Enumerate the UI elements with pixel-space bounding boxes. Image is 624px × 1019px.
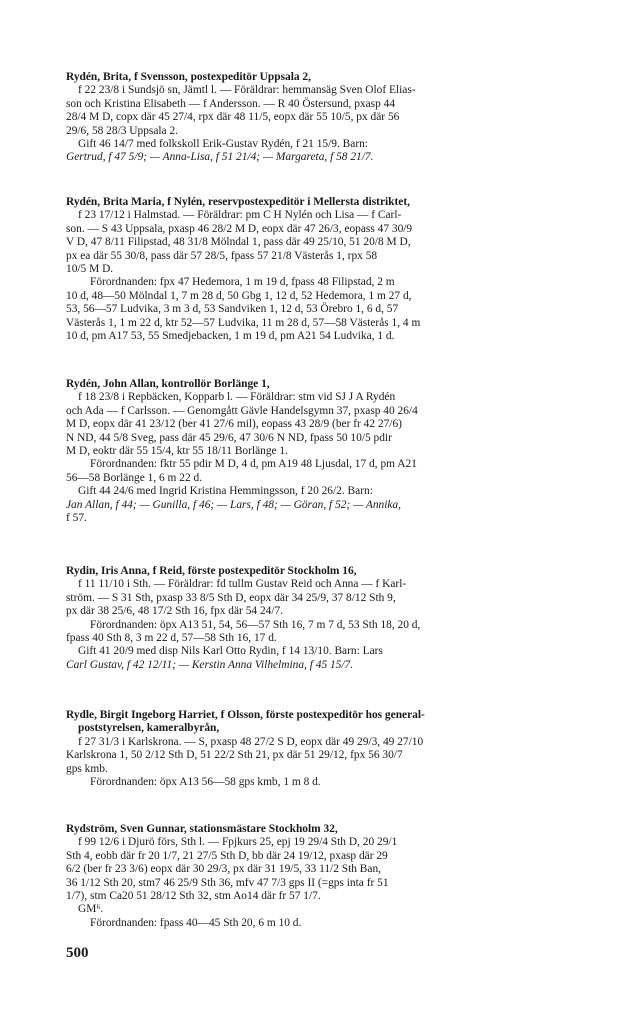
entry-heading-continued: poststyrelsen, kameralbyrån,: [78, 722, 220, 735]
entry-text: GM⁶.: [78, 903, 104, 916]
entry-text: son och Kristina Elisabeth — f Andersson. — R 40 Östersund, pxasp 44: [66, 97, 396, 110]
entry-appointments: Förordnanden: öpx A13 51, 54, 56—57 Sth 16, 7 m 7 d, 53 Sth 18, 20 d,: [90, 618, 421, 631]
entry-text: N ND, 44 5/8 Sveg, pass där 45 29/6, 47 30/6 N ND, fpass 50 10/5 pdir: [66, 431, 392, 444]
entry-text: och Ada — f Carlsson. — Genomgått Gävle Handelsgymn 37, pxasp 40 26/4: [66, 404, 418, 417]
entry-text: Karlskrona 1, 50 2/12 Sth D, 51 22/2 Sth 21, px där 51 29/12, fpx 56 30/7: [66, 749, 403, 762]
entry-text: f 11 11/10 i Sth. — Föräldrar: fd tullm Gustav Reid och Anna — f Karl-: [78, 578, 407, 591]
entry-text: son. — S 43 Uppsala, pxasp 46 28/2 M D, eopx där 47 26/3, eopass 47 30/9: [66, 222, 413, 235]
entry-rydin-iris-anna: [66, 565, 586, 672]
entry-text: 29/6, 58 28/3 Uppsala 2.: [66, 124, 178, 137]
entry-text: M D, eoktr där 55 15/4, ktr 55 18/11 Borlänge 1.: [66, 445, 288, 458]
entry-text: px där 38 25/6, 48 17/2 Sth 16, fpx där 54 24/7.: [66, 605, 284, 618]
entry-ryden-brita: [66, 71, 586, 165]
entry-text: f 99 12/6 i Djurö förs, Sth l. — Fpjkurs 25, epj 19 29/4 Sth D, 20 29/1: [78, 836, 398, 849]
entry-text: Sth 4, eobb där fr 20 1/7, 21 27/5 Sth D, bb där 24 19/12, pxasp där 29: [66, 849, 388, 862]
entry-heading: Rydström, Sven Gunnar, stationsmästare Stockholm 32,: [66, 823, 338, 835]
entry-heading: Rydin, Iris Anna, f Reid, förste postexpeditör Stockholm 16,: [66, 565, 357, 577]
entry-text: f 23 17/12 i Halmstad. — Föräldrar: pm C H Nylén och Lisa — f Carl-: [78, 209, 402, 222]
entry-text: 36 1/12 Sth 20, stm7 46 25/9 Sth 36, mfv 47 7/3 gps II (=gps inta fr 51: [66, 876, 389, 889]
entry-ryden-john-allan: [66, 378, 586, 525]
entry-heading: Rydén, John Allan, kontrollör Borlänge 1,: [66, 378, 270, 390]
entry-children: Carl Gustav, f 42 12/11; — Kerstin Anna Vilhelmina, f 45 15/7.: [66, 658, 354, 671]
entry-children: Jan Allan, f 44; — Gunilla, f 46; — Lars, f 48; — Göran, f 52; — Annika,: [66, 498, 401, 511]
entry-text: fpass 40 Sth 8, 3 m 22 d, 57—58 Sth 16, 17 d.: [66, 632, 277, 645]
entry-text: 28/4 M D, copx där 45 27/4, rpx där 48 11/5, eopx där 55 10/5, px där 56: [66, 111, 400, 124]
entry-family: Gift 44 24/6 med Ingrid Kristina Hemmingsson, f 20 26/2. Barn:: [78, 485, 373, 498]
entry-text: ström. — S 31 Sth, pxasp 33 8/5 Sth D, eopx där 34 25/9, 37 8/12 Sth 9,: [66, 591, 396, 604]
entry-children: Gertrud, f 47 5/9; — Anna-Lisa, f 51 21/4; — Margareta, f 58 21/7.: [66, 151, 374, 164]
entry-rydle-birgit: [66, 709, 586, 789]
entry-text: f 18 23/8 i Repbäcken, Kopparb l. — Föräldrar: stm vid SJ J A Rydén: [78, 391, 396, 404]
entry-ryden-brita-maria: [66, 196, 586, 343]
entry-text: 6/2 (ber fr 23 3/6) eopx där 30 29/3, px där 31 19/5, 33 11/2 Sth Ban,: [66, 863, 381, 876]
entry-appointments: Förordnanden: fktr 55 pdir M D, 4 d, pm A19 48 Ljusdal, 17 d, pm A21: [90, 458, 417, 471]
entry-heading: Rydle, Birgit Ingeborg Harriet, f Olsson, förste postexpeditör hos general-: [66, 709, 425, 721]
entry-text: 56—58 Borlänge 1, 6 m 22 d.: [66, 471, 203, 484]
entry-family: Gift 41 20/9 med disp Nils Karl Otto Rydin, f 14 13/10. Barn: Lars: [78, 645, 383, 658]
entry-text: f 27 31/3 i Karlskrona. — S, pxasp 48 27/2 S D, eopx där 49 29/3, 49 27/10: [78, 735, 424, 748]
entry-text: 10/5 M D.: [66, 263, 114, 276]
entry-text: 53, 56—57 Ludvika, 3 m 3 d, 53 Sandviken 1, 12 d, 53 Örebro 1, 6 d, 57: [66, 303, 399, 316]
entry-appointments: Förordnanden: fpass 40—45 Sth 20, 6 m 10 d.: [90, 916, 302, 929]
entry-text: 10 d, pm A17 53, 55 Smedjebacken, 1 m 19 d, pm A21 54 Ludvika, 1 d.: [66, 330, 395, 343]
entry-heading: Rydén, Brita Maria, f Nylén, reservpostexpeditör i Mellersta distriktet,: [66, 196, 410, 208]
entry-text: gps kmb.: [66, 762, 108, 775]
entry-rydstrom-sven-gunnar: [66, 823, 586, 930]
entry-text: V D, 47 8/11 Filipstad, 48 31/8 Mölndal 1, pass där 49 25/10, 51 20/8 M D,: [66, 236, 411, 249]
page-number: 500: [66, 945, 89, 961]
entry-text: f 22 23/8 i Sundsjö sn, Jämtl l. — Föräldrar: hemmansäg Sven Olof Elias-: [78, 84, 416, 97]
entry-text: 10 d, 48—50 Mölndal 1, 7 m 28 d, 50 Gbg 1, 12 d, 52 Hedemora, 1 m 27 d,: [66, 289, 412, 302]
entry-text: Västerås 1, 1 m 22 d, ktr 52—57 Ludvika, 11 m 28 d, 57—58 Västerås 1, 4 m: [66, 316, 421, 329]
entry-text: f 57.: [66, 512, 87, 525]
entry-text: M D, eopx där 41 23/12 (ber 41 27/6 mil), eopass 43 28/9 (ber fr 42 27/6): [66, 418, 402, 431]
entry-appointments: Förordnanden: öpx A13 56—58 gps kmb, 1 m 8 d.: [90, 776, 321, 789]
entry-appointments: Förordnanden: fpx 47 Hedemora, 1 m 19 d, fpass 48 Filipstad, 2 m: [90, 276, 395, 289]
entry-text: px ea där 55 30/8, pass där 57 28/5, fpass 57 21/8 Västerås 1, rpx 58: [66, 249, 378, 262]
entry-family: Gift 46 14/7 med folkskoll Erik-Gustav Rydén, f 21 15/9. Barn:: [78, 138, 368, 151]
entry-heading: Rydén, Brita, f Svensson, postexpeditör Uppsala 2,: [66, 71, 311, 83]
entry-text: 1/7), stm Ca20 51 28/12 Sth 32, stm Ao14 där fr 57 1/7.: [66, 890, 321, 903]
